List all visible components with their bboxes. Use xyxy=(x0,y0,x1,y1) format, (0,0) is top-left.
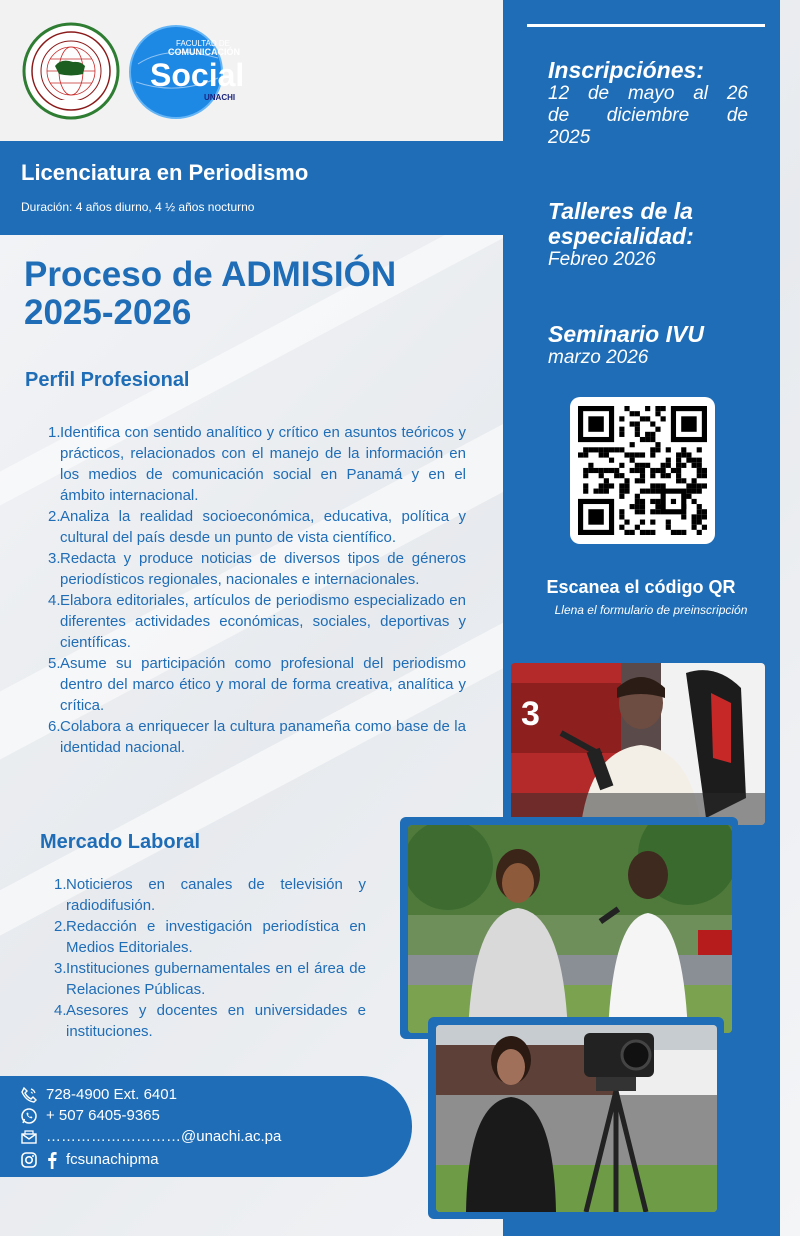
profile-item-text: Identifica con sentido analítico y crítico en asuntos teóricos y prácticos, relacionados con el manejo de la información en los medios de comunicación social en Panamá y en el ámbito internacional. xyxy=(60,424,466,504)
registration-line2: de diciembre de xyxy=(548,105,748,126)
page-title xyxy=(24,256,444,332)
contact-social: fcsunachipma xyxy=(66,1151,159,1168)
contact-email: ………………………@unachi.ac.pa xyxy=(46,1128,282,1145)
radio-studio-photo xyxy=(511,663,765,825)
profile-item xyxy=(48,548,466,590)
reporter-photo xyxy=(436,1025,717,1212)
profile-item xyxy=(48,590,466,653)
profile-item-text: Elabora editoriales, artículos de periodismo especializado en diferentes actividades económicas, sociales, deportivas y científicas. xyxy=(60,592,466,651)
profile-item-text: Colabora a enriquecer la cultura panameña como base de la identidad nacional. xyxy=(60,718,466,756)
qr-code-image xyxy=(578,406,707,535)
page-title-line1: Proceso de ADMISIÓN xyxy=(24,255,397,294)
qr-subtitle: Llena el formulario de preinscripción xyxy=(554,603,748,617)
page-title-line2: 2025-2026 xyxy=(24,293,192,332)
contact-phone: 728-4900 Ext. 6401 xyxy=(46,1086,177,1103)
contact-social-row[interactable] xyxy=(20,1149,159,1170)
registration-block xyxy=(548,58,748,149)
registration-line1: 12 de mayo al 26 xyxy=(548,83,748,104)
registration-title: Inscripciónes: xyxy=(548,57,704,83)
workshops-title-line2: especialidad: xyxy=(548,223,694,249)
profile-item xyxy=(48,422,466,506)
workshops-value: Febreo 2026 xyxy=(548,249,656,270)
interview-photo xyxy=(408,825,732,1033)
seminar-title: Seminario IVU xyxy=(548,321,704,347)
contact-whatsapp: + 507 6405-9365 xyxy=(46,1107,160,1124)
profile-item-number: 3. xyxy=(48,550,61,567)
degree-title: Licenciatura en Periodismo xyxy=(21,160,309,185)
market-item-text: Instituciones gubernamentales en el área de Relaciones Públicas. xyxy=(66,960,366,998)
faculty-logo-word: Social xyxy=(150,57,245,93)
profile-item-text: Analiza la realidad socioeconómica, educativa, política y cultural del país desde un punto de vista científico. xyxy=(60,508,466,546)
market-item-text: Redacción e investigación periodística en Medios Editoriales. xyxy=(66,918,366,956)
whatsapp-icon xyxy=(20,1107,38,1125)
profile-item xyxy=(48,653,466,716)
market-item-text: Noticieros en canales de televisión y radiodifusión. xyxy=(66,876,366,914)
market-list xyxy=(54,874,366,1042)
contact-email-row[interactable] xyxy=(20,1126,281,1147)
logo-area xyxy=(0,0,503,141)
faculty-logo-line2: COMUNICACIÓN xyxy=(168,47,240,57)
workshops-block xyxy=(548,199,748,271)
facebook-icon xyxy=(46,1151,58,1169)
profile-item xyxy=(48,506,466,548)
profile-item-text: Asume su participación como profesional del periodismo dentro del marco ético y moral de forma creativa, analítica y crítica. xyxy=(60,655,466,714)
market-heading: Mercado Laboral xyxy=(40,831,201,853)
profile-list xyxy=(48,422,466,758)
university-seal-logo xyxy=(22,22,120,120)
market-item xyxy=(54,874,366,916)
qr-title: Escanea el código QR xyxy=(546,577,736,597)
email-icon xyxy=(20,1128,38,1146)
faculty-logo-sub: UNACHI xyxy=(204,93,236,102)
registration-line3: 2025 xyxy=(548,127,591,148)
market-item xyxy=(54,958,366,1000)
profile-item-number: 2. xyxy=(48,508,61,525)
profile-item-number: 4. xyxy=(48,592,61,609)
profile-item xyxy=(48,716,466,758)
market-item xyxy=(54,1000,366,1042)
phone-icon xyxy=(20,1086,38,1104)
duration-text: Duración: 4 años diurno, 4 ½ años nocturno xyxy=(21,200,255,214)
degree-band xyxy=(0,141,503,235)
divider-line xyxy=(527,24,765,27)
profile-item-text: Redacta y produce noticias de diversos tipos de géneros periodísticos regionales, nacionales e internacionales. xyxy=(60,550,466,588)
market-item-number: 2. xyxy=(54,918,67,935)
faculty-logo-line1: FACULTAD DE xyxy=(176,39,230,48)
profile-item-number: 6. xyxy=(48,718,61,735)
seminar-block xyxy=(548,322,748,369)
profile-item-number: 1. xyxy=(48,424,61,441)
faculty-logo xyxy=(128,24,246,120)
market-item-number: 4. xyxy=(54,1002,67,1019)
market-item-text: Asesores y docentes en universidades e instituciones. xyxy=(66,1002,366,1040)
seminar-value: marzo 2026 xyxy=(548,347,649,368)
radio-sign-number: 3 xyxy=(521,695,540,733)
market-item-number: 1. xyxy=(54,876,67,893)
market-item-number: 3. xyxy=(54,960,67,977)
contact-whatsapp-row[interactable] xyxy=(20,1105,160,1126)
qr-code[interactable] xyxy=(570,397,715,544)
contact-phone-row[interactable] xyxy=(20,1084,177,1105)
workshops-title-line1: Talleres de la xyxy=(548,198,693,224)
profile-item-number: 5. xyxy=(48,655,61,672)
contact-panel xyxy=(0,1076,412,1177)
instagram-icon xyxy=(20,1151,38,1169)
market-item xyxy=(54,916,366,958)
profile-heading: Perfil Profesional xyxy=(25,369,190,391)
